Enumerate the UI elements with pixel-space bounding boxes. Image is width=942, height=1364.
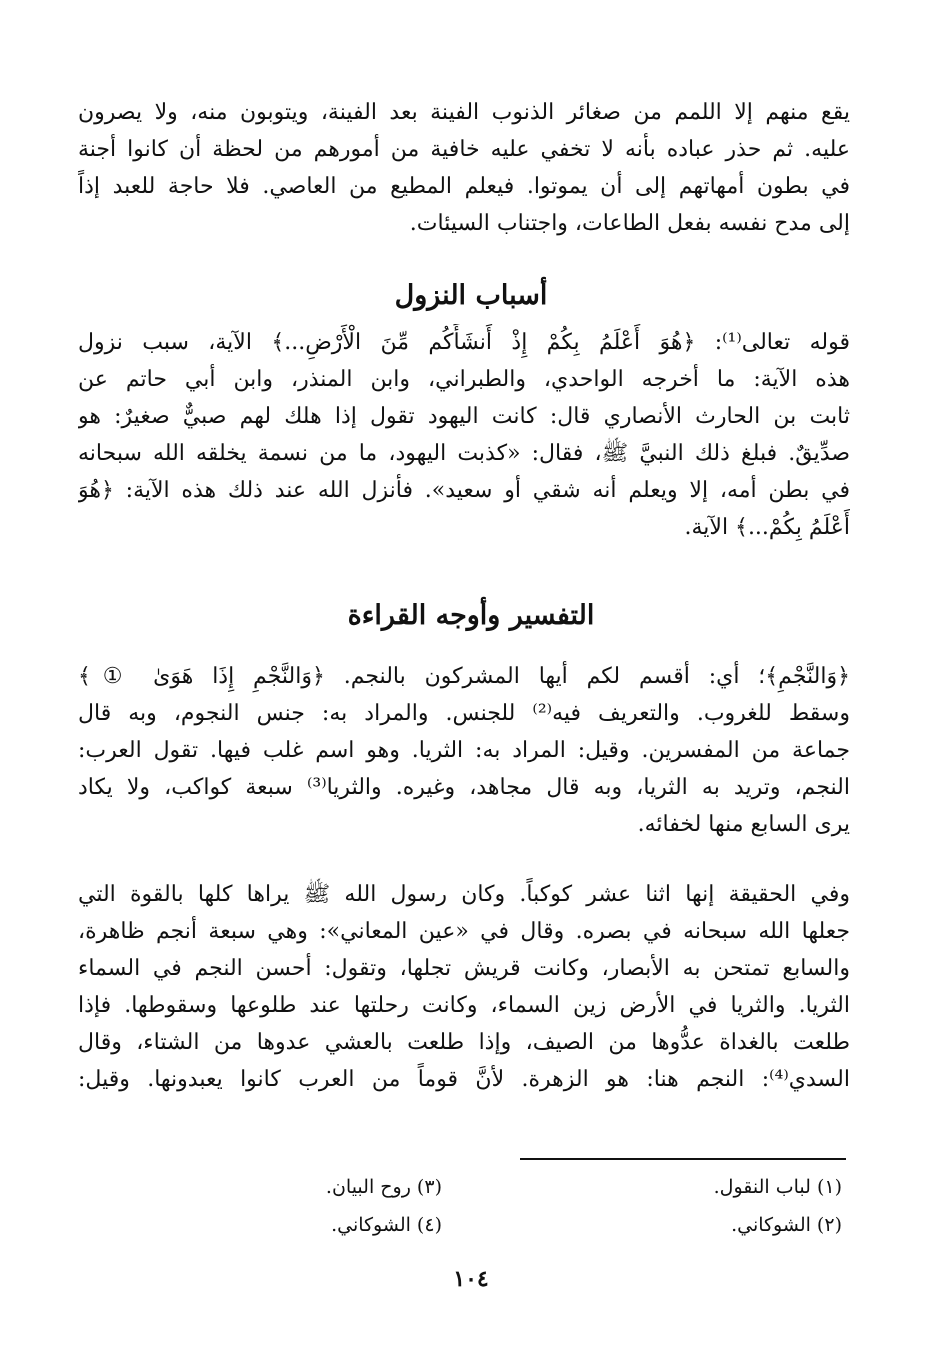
text-line: الثريا. والثريا في الأرض زين السماء، وكانت رحلتها عند طلوعها وسقوطها. فإذا [78,993,850,1018]
paragraph-intro [78,94,850,242]
text-line: يقع منهم إلا اللمم من صغائر الذنوب الفينة بعد الفينة، ويتوبون منه، ولا يصرون [78,100,850,125]
paragraph-asbab [78,324,850,546]
paragraph-najm [78,658,850,843]
text-line: قوله تعالى⁽¹⁾: ﴿هُوَ أَعْلَمُ بِكُمْ إِذْ أَنشَأَكُم مِّنَ الْأَرْضِ...﴾ الآية، سبب نزول [78,330,850,355]
text-line: أَعْلَمُ بِكُمْ...﴾ الآية. [684,515,850,540]
section-heading-tafsir: التفسير وأوجه القراءة [347,600,595,631]
text-line: صدِّيقٌ. فبلغ ذلك النبيَّ ﷺ، فقال: «كذبت اليهود، ما من نسمة يخلقه الله سبحانه [78,441,850,466]
text-line: ﴿وَالنَّجْمِ﴾؛ أي: أقسم لكم أيها المشركون بالنجم. ﴿وَالنَّجْمِ إِذَا هَوَىٰ ①﴾ [78,664,850,689]
footnote-2: (٢) الشوكاني. [731,1214,842,1236]
text-line: هذه الآية: ما أخرجه الواحدي، والطبراني، وابن المنذر، وابن أبي حاتم عن [78,367,850,392]
footnote-1: (١) لباب النقول. [713,1176,842,1198]
paragraph-thurayya [78,876,850,1098]
footnote-4: (٤) الشوكاني. [331,1214,442,1236]
text-line: في بطن أمه، إلا ويعلم أنه شقي أو سعيد». فأنزل الله عند ذلك هذه الآية: ﴿هُوَ [78,478,850,503]
footnote-3: (٣) روح البيان. [325,1176,442,1198]
page-number: ١٠٤ [453,1266,489,1292]
text-line: طلعت بالغداة عدُّوها من الصيف، وإذا طلعت بالعشي عدوها من الشتاء، وقال [78,1030,850,1055]
text-line: إلى مدح نفسه بفعل الطاعات، واجتناب السيئات. [409,211,850,236]
footnote-divider [520,1158,846,1160]
text-line: عليه. ثم حذر عباده بأنه لا تخفي عليه خافية من أمورهم من لحظة أن كانوا أجنة [78,137,850,162]
text-line: ثابت بن الحارث الأنصاري قال: كانت اليهود تقول إذا هلك لهم صبيٌّ صغيرٌ: هو [78,404,850,429]
text-line: جماعة من المفسرين. وقيل: المراد به: الثريا. وهو اسم غلب فيها. تقول العرب: [78,738,850,763]
text-line: يرى السابع منها لخفائه. [637,812,850,837]
text-line: والسابع تمتحن به الأبصار، وكانت قريش تجلها، وتقول: أحسن النجم في السماء [78,956,850,981]
text-line: في بطون أمهاتهم إلى أن يموتوا. فيعلم المطيع من العاصي. فلا حاجة للعبد إذاً [78,174,850,199]
text-line: جعلها الله سبحانه في بصره. وقال في «عين المعاني»: وهي سبعة أنجم ظاهرة، [78,919,850,944]
text-line: وسقط للغروب. والتعريف فيه⁽²⁾ للجنس. والمراد به: جنس النجوم، وبه قال [78,701,850,726]
text-line: النجم، وتريد به الثريا، وبه قال مجاهد، وغيره. والثريا⁽³⁾ سبعة كواكب، ولا يكاد [78,775,850,800]
text-line: وفي الحقيقة إنها اثنا عشر كوكباً. وكان رسول الله ﷺ يراها كلها بالقوة التي [78,882,850,907]
text-line: السدي⁽⁴⁾: النجم هنا: هو الزهرة. لأنَّ قوماً من العرب كانوا يعبدونها. وقيل: [78,1067,850,1092]
section-heading-asbab: أسباب النزول [394,280,548,311]
